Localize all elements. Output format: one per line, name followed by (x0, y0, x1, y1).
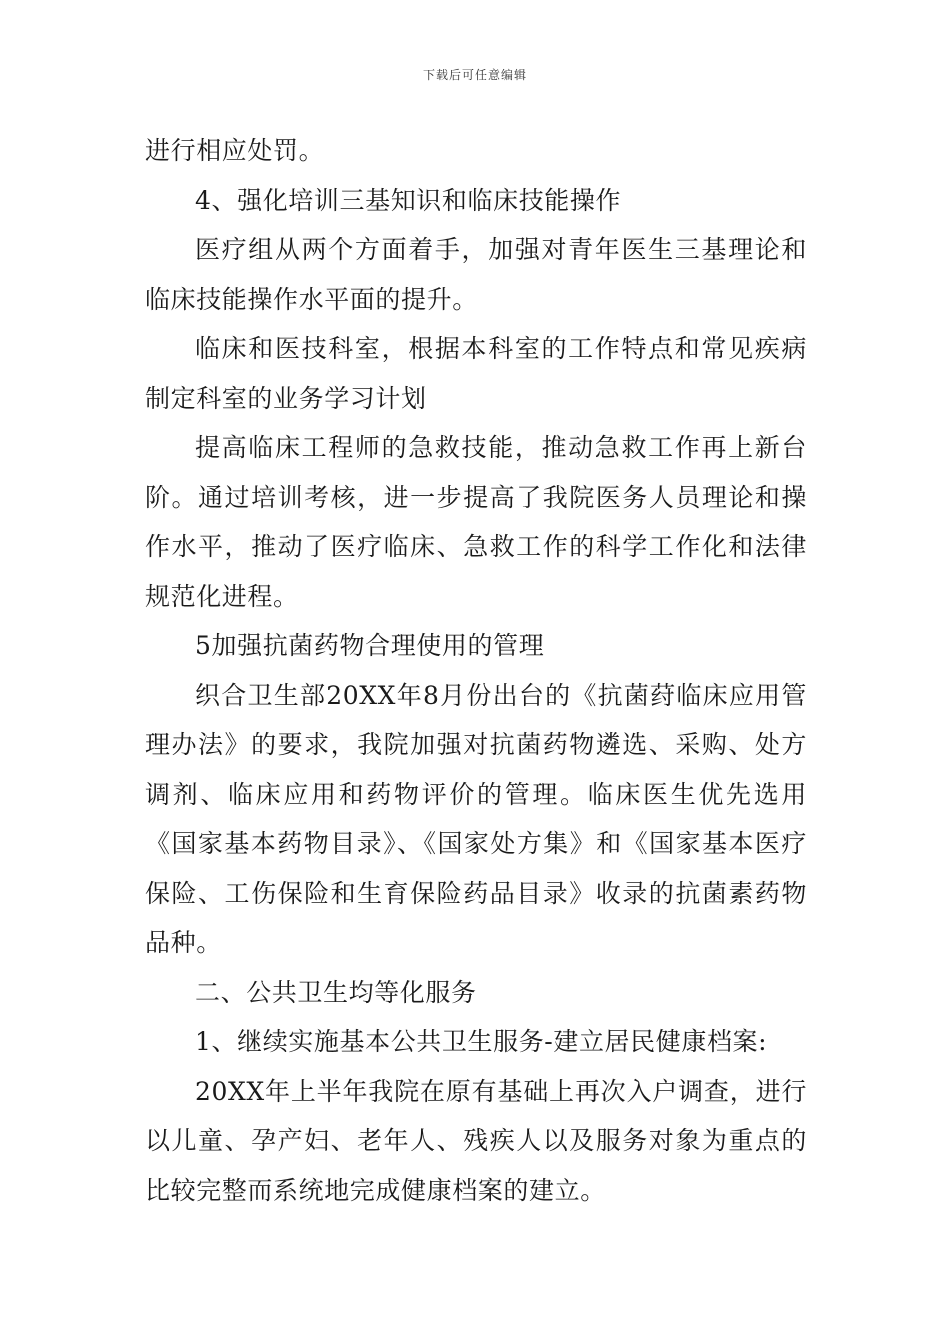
paragraph: 提高临床工程师的急救技能，推动急救工作再上新台阶。通过培训考核，进一步提高了我院医务人员理论和操作水平，推动了医疗临床、急救工作的科学工作化和法律规范化进程。 (145, 433, 807, 611)
paragraph: 20XX年上半年我院在原有基础上再次入户调查，进行以儿童、孕产妇、老年人、残疾人以及服务对象为重点的比较完整而系统地完成健康档案的建立。 (145, 1076, 807, 1205)
paragraph-heading: 5加强抗菌药物合理使用的管理 (195, 631, 545, 660)
paragraph: 进行相应处罚。 (145, 136, 325, 165)
page-header-note: 下载后可任意编辑 (422, 68, 527, 82)
section-heading: 二、公共卫生均等化服务 (195, 977, 477, 1007)
document-body (145, 126, 807, 1215)
paragraph-heading: 1、继续实施基本公共卫生服务-建立居民健康档案: (195, 1027, 768, 1056)
paragraph: 临床和医技科室，根据本科室的工作特点和常见疾病制定科室的业务学习计划 (145, 334, 807, 413)
paragraph: 织合卫生部20XX年8月份出台的《抗菌荮临床应用管理办法》的要求，我院加强对抗菌药物遴选、采购、处方调剂、临床应用和药物评价的管理。临床医生优先选用《国家基本药物目录》、《国家处方集》和《国家基本医疗保险、工伤保险和生育保险药品目录》收录的抗菌素药物品种。 (145, 680, 807, 957)
paragraph: 医疗组从两个方面着手，加强对青年医生三基理论和临床技能操作水平面的提升。 (145, 235, 807, 314)
paragraph-heading: 4、强化培训三基知识和临床技能操作 (195, 185, 622, 215)
